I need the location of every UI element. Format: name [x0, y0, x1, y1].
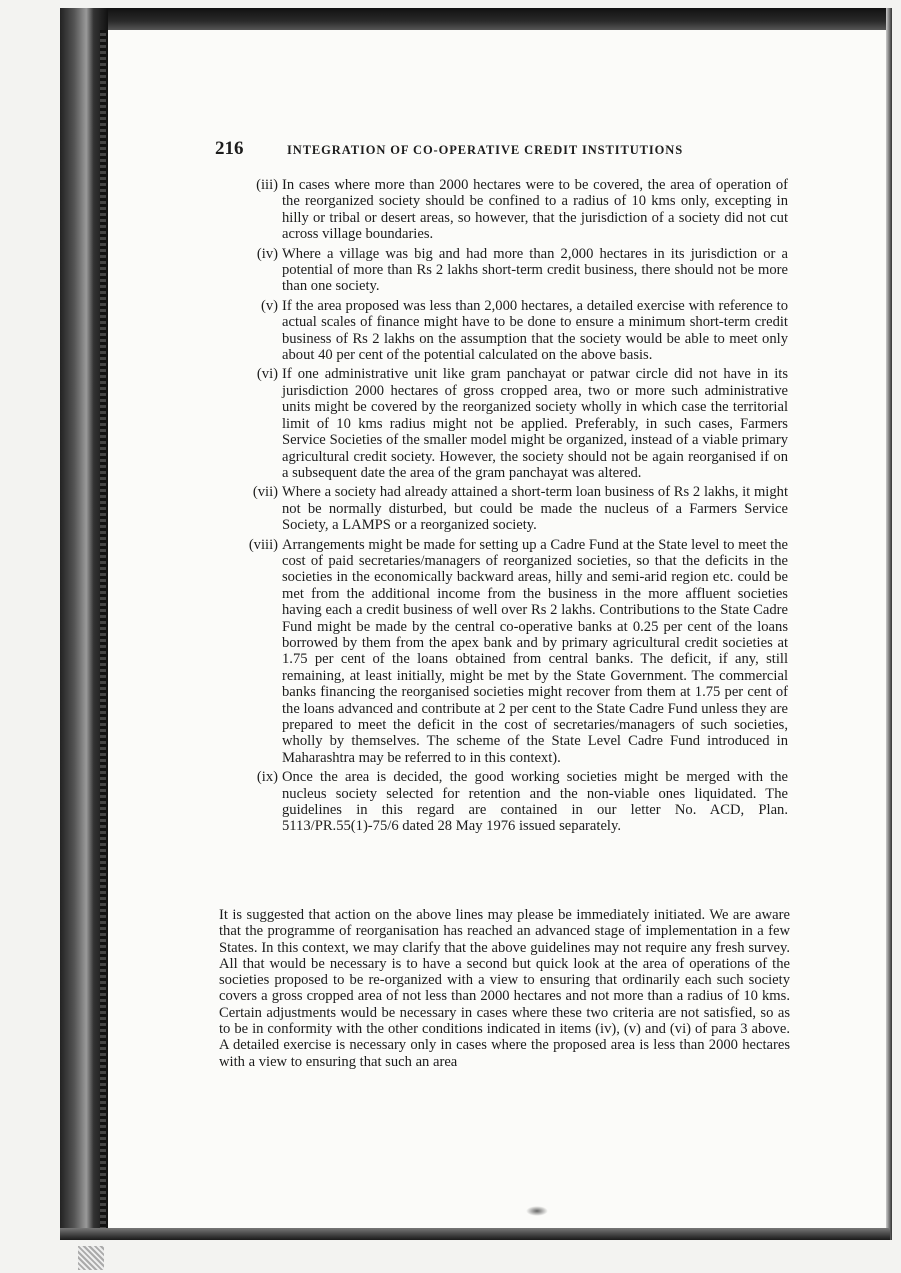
guideline-list	[238, 177, 788, 835]
item-numeral: (iii)	[256, 177, 278, 193]
list-item	[238, 484, 788, 533]
scan-right-edge	[886, 8, 892, 1240]
item-text: If the area proposed was less than 2,000 hectares, a detailed exercise with reference to actual scales of finance might have to be done to ensure a minimum short-term credit business of Rs 2 lakhs on the assumption that the society would be able to meet only about 40 per cent of the potential calculated on the above basis.	[282, 297, 788, 364]
list-item	[238, 769, 788, 835]
item-numeral: (iv)	[256, 245, 278, 262]
item-text: If one administrative unit like gram panchayat or patwar circle did not have in its jurisdiction 2000 hectares of gross cropped area, two or more such administrative units might be covered by the reorganized society wholly in which case the territorial limit of 10 kms radius might not be applied. Preferably, in such cases, Farmers Service Societies of the smaller model might be organized, instead of a viable primary agricultural credit society. However, the society should not be again reorganised if on a subsequent date the area of the gram panchayat was altered.	[282, 366, 788, 481]
item-numeral: (v)	[260, 297, 278, 314]
scan-bottom-edge	[60, 1228, 890, 1240]
list-item	[238, 537, 788, 767]
item-numeral: (vi)	[256, 366, 278, 383]
list-item	[238, 177, 788, 243]
item-text: Where a society had already attained a short-term loan business of Rs 2 lakhs, it might not be normally disturbed, but could be made the nucleus of a Farmers Service Society, a LAMPS or a reorganized society.	[282, 484, 788, 534]
page-header	[215, 138, 815, 160]
item-text: Arrangements might be made for setting up a Cadre Fund at the State level to meet the cost of paid secretaries/managers of reorganized societies, so that the deficits in the societies in the economically backward areas, hilly and semi-arid region etc. could be met from the additional income from the business in the more affluent societies having each a credit business of well over Rs 2 lakhs. Contributions to the State Cadre Fund might be made by the central co-operative banks at 0.25 per cent of the loans borrowed by them from the apex bank and by primary agricultural credit societies at 1.75 per cent of the loans obtained from central banks. The deficit, if any, still remaining, at least initially, might be met by the State Government. The commercial banks financing the reorganised societies might recover from them at 1.75 per cent of the loans advanced and contribute at 2 per cent to the State Cadre Fund unless they are prepared to meet the deficit in the cost of secretaries/managers of such societies, wholly by themselves. The scheme of the State Level Cadre Fund introduced in Maharashtra may be referred to in this context).	[282, 536, 788, 766]
scan-corner-mark	[78, 1246, 104, 1270]
item-text: Once the area is decided, the good working societies might be merged with the nucleus society selected for retention and the non-viable ones liquidated. The guidelines in this regard are contained in our letter No. ACD, Plan. 5113/PR.55(1)-75/6 dated 28 May 1976 issued separately.	[282, 769, 788, 835]
running-title: INTEGRATION OF CO-OPERATIVE CREDIT INSTITUTIONS	[287, 143, 684, 157]
item-numeral: (viii)	[248, 536, 278, 553]
scan-top-edge	[60, 8, 890, 30]
closing-paragraph: It is suggested that action on the above lines may please be immediately initiated. We are aware that the programme of reorganisation has reached an advanced stage of implementation in a few States. In this context, we may clarify that the above guidelines may not require any fresh survey. All that would be necessary is to have a second but quick look at the area of operations of the societies proposed to be re-organized with a view to ensuring that ordinarily each such society covers a gross cropped area of not less than 2000 hectares and not more than a radius of 10 kms. Certain adjustments would be necessary in cases where these two criteria are not satisfied, so as to be in conformity with the other conditions indicated in items (iv), (v) and (vi) of para 3 above. A detailed exercise is necessary only in cases where the proposed area is less than 2000 hectares with a view to ensuring that such an area	[219, 907, 790, 1070]
scan-smudge	[526, 1206, 548, 1216]
item-numeral: (ix)	[256, 769, 278, 786]
scan-binding-shadow	[100, 30, 106, 1230]
item-text: Where a village was big and had more than 2,000 hectares in its jurisdiction or a potential of more than Rs 2 lakhs short-term credit business, there should not be more than one society.	[282, 245, 788, 295]
list-item	[238, 366, 788, 481]
list-item	[238, 298, 788, 364]
item-text: In cases where more than 2000 hectares were to be covered, the area of operation of the reorganized society should be confined to a radius of 10 kms only, excepting in hilly or tribal or desert areas, so however, that the jurisdiction of a society did not cut across village boundaries.	[282, 177, 788, 243]
page-number: 216	[215, 138, 244, 159]
list-item	[238, 246, 788, 295]
item-numeral: (vii)	[252, 484, 278, 501]
